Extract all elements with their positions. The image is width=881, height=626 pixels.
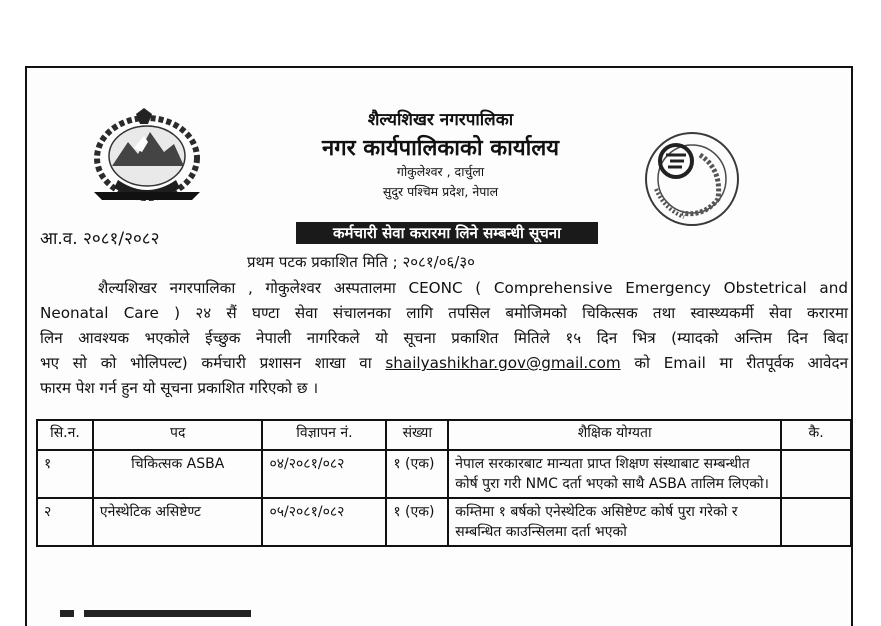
table-header-row <box>37 420 851 450</box>
body-line-3: लिन आवश्यक भएकोले ईच्छुक नेपाली नागरिकले यो सूचना प्रकाशित मितिले १५ दिन भित्र (म्यादको अन्तिम दिन बिदा <box>40 329 848 347</box>
col-header-post: पद <box>93 420 263 450</box>
cell-count: १ (एक) <box>386 498 448 546</box>
body-line-4-post: को Email मा रीतपूर्वक आवेदन <box>634 354 848 372</box>
province-name: सुदुर पश्चिम प्रदेश, नेपाल <box>382 184 499 199</box>
fiscal-year: आ.व. २०८१/२०८२ <box>40 229 160 249</box>
body-line-1: शैल्यशिखर नगरपालिका , गोकुलेश्वर अस्पतालमा CEONC ( Comprehensive Emergency Obstetrical and <box>98 279 848 297</box>
col-header-remarks: कै. <box>781 420 851 450</box>
cell-sn: २ <box>37 498 93 546</box>
body-line-5: फारम पेश गर्न हुन यो सूचना प्रकाशित गरिएको छ । <box>40 379 319 397</box>
body-line-2: Neonatal Care ) २४ सैं घण्टा सेवा संचालनका लागि तपसिल बमोजिमको चिकित्सक तथा स्वास्थ्यकर्मी सेवा करारमा <box>40 304 848 322</box>
col-header-ad-no: विज्ञापन नं. <box>262 420 386 450</box>
col-header-qualification: शैक्षिक योग्यता <box>448 420 781 450</box>
municipality-name: शैल्यशिखर नगरपालिका <box>367 110 514 130</box>
table-row <box>37 498 851 546</box>
cell-qualification: नेपाल सरकारबाट मान्यता प्राप्त शिक्षण संस्थाबाट सम्बन्धीत कोर्ष पुरा गरी NMC दर्ता भएको साथै ASBA तालिम लिएको। <box>448 450 781 498</box>
email-link[interactable]: shailyashikhar.gov@gmail.com <box>385 354 621 372</box>
office-name: नगर कार्यपालिकाको कार्यालय <box>322 136 559 161</box>
table-row <box>37 450 851 498</box>
body-line-4-pre: भए सो को भोलिपल्ट) कर्मचारी प्रशासन शाखा वा <box>40 354 372 372</box>
cell-count: १ (एक) <box>386 450 448 498</box>
first-published-date: प्रथम पटक प्रकाशित मिति ; २०८१/०६/३० <box>247 253 475 271</box>
cell-ad-no: ०४/२०८१/०८२ <box>262 450 386 498</box>
cell-remarks <box>781 450 851 498</box>
cell-qualification: कम्तिमा १ बर्षको एनेस्थेटिक असिष्टेण्ट कोर्ष पुरा गरेको र सम्बन्धित काउन्सिलमा दर्ता भएको <box>448 498 781 546</box>
vacancy-table <box>36 419 852 547</box>
col-header-sn: सि.न. <box>37 420 93 450</box>
cell-remarks <box>781 498 851 546</box>
cell-ad-no: ०५/२०८१/०८२ <box>262 498 386 546</box>
notice-body <box>40 276 848 401</box>
cell-post: एनेस्थेटिक असिष्टेण्ट <box>93 498 263 546</box>
cell-post: चिकित्सक ASBA <box>93 450 263 498</box>
cell-sn: १ <box>37 450 93 498</box>
notice-title: कर्मचारी सेवा करारमा लिने सम्बन्धी सूचना <box>296 222 598 244</box>
col-header-count: संख्या <box>386 420 448 450</box>
office-location: गोकुलेश्वर , दार्चुला <box>396 164 485 179</box>
cut-off-text-line <box>36 606 251 617</box>
body-line-4 <box>40 351 848 376</box>
